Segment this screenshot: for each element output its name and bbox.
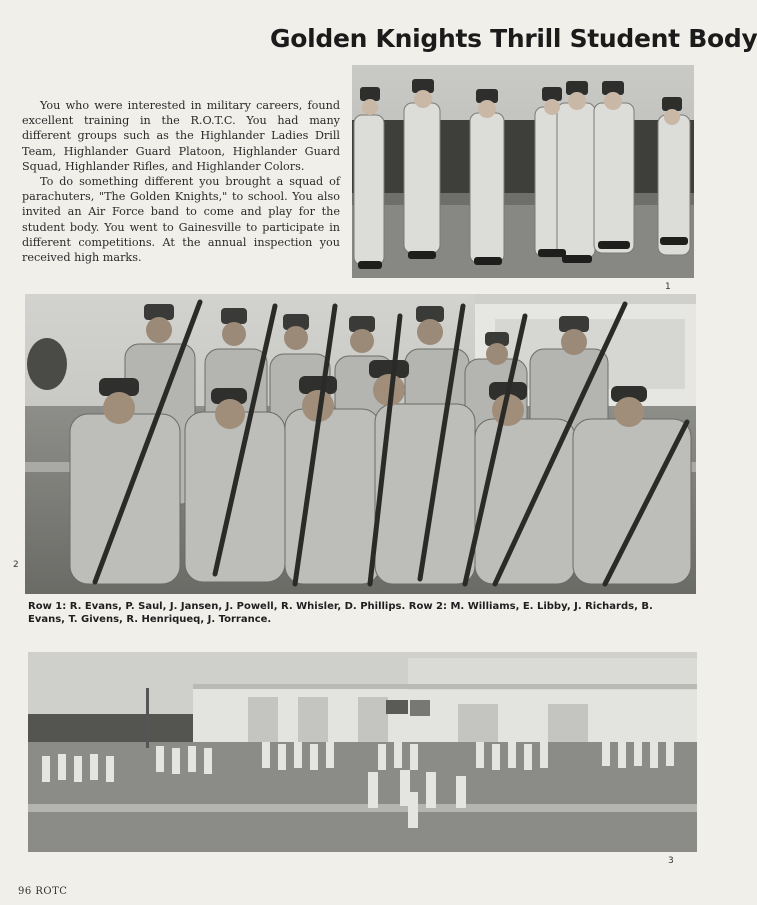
photo-number-3: 3 xyxy=(668,856,674,866)
photo-number-1: 1 xyxy=(665,282,671,292)
photo-formation xyxy=(28,652,697,852)
intro-text xyxy=(22,98,340,265)
photo-number-2: 2 xyxy=(13,560,19,570)
photo-rifle-team xyxy=(25,294,696,594)
intro-paragraph-1: You who were interested in military careers, found excellent training in the R.O.T.C. You had many different groups such as the Highlander Ladies Drill Team, Highlander Guard Platoon, Highlander Guard Squad, Highlander Rifles, and Highlander Colors. xyxy=(22,99,340,173)
intro-paragraph-2: To do something different you brought a squad of parachuters, "The Golden Knights," to school. You also invited an Air Force band to come and play for the student body. You went to Gainesville to participate in different competitions. At the annual inspection you received high marks. xyxy=(22,175,340,265)
photo-cadets-standing xyxy=(352,65,694,278)
photo-caption: Row 1: R. Evans, P. Saul, J. Jansen, J. Powell, R. Whisler, D. Phillips. Row 2: M. Williams, E. Libby, J. Richards, B. Evans, T. Givens, R. Henriqueq, J. Torrance. xyxy=(28,601,653,625)
page-title: Golden Knights Thrill Student Body xyxy=(270,24,757,53)
page-footer: 96 ROTC xyxy=(18,886,68,897)
